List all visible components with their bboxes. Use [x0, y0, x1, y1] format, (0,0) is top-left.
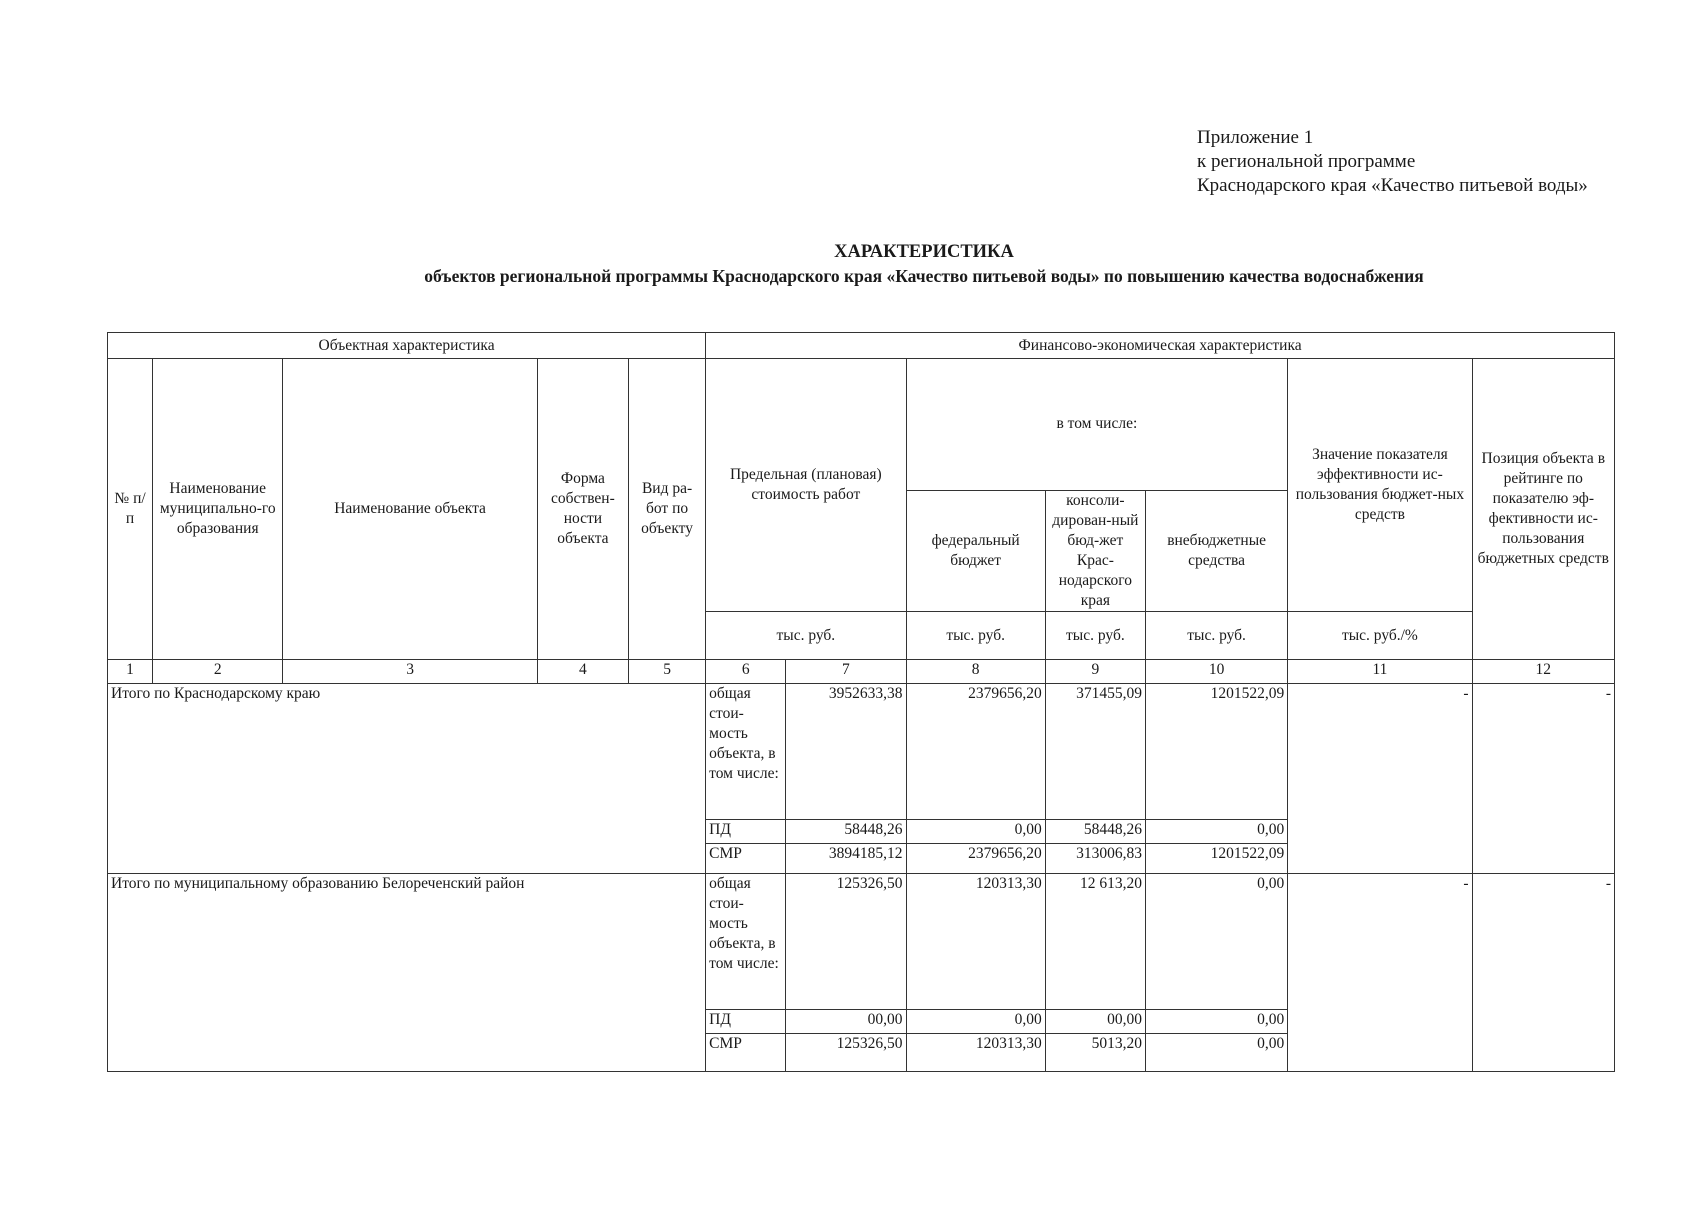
column-number: 7 — [786, 660, 906, 684]
total-extrabudget-value: 0,00 — [1145, 874, 1287, 1010]
pd-cost-value: 58448,26 — [786, 820, 906, 844]
total-extrabudget-value: 1201522,09 — [1145, 684, 1287, 820]
column-number: 10 — [1145, 660, 1287, 684]
smr-extrabudget-value: 0,00 — [1145, 1034, 1287, 1072]
document-subtitle: объектов региональной программы Краснодарского края «Качество питьевой воды» по повышению качества водоснабжения — [424, 266, 1424, 286]
smr-cost-value: 125326,50 — [786, 1034, 906, 1072]
smr-extrabudget-value: 1201522,09 — [1145, 844, 1287, 874]
pd-consolidated-value: 58448,26 — [1045, 820, 1145, 844]
column-number: 4 — [537, 660, 628, 684]
rating-value: - — [1472, 874, 1614, 1072]
col-header-consolidated: консоли-дирован-ный бюд-жет Крас-нодарского края — [1045, 491, 1145, 612]
col-header-rating: Позиция объекта в рейтинге по показателю эф-фективности ис-пользования бюджетных средств — [1472, 359, 1614, 660]
smr-federal-value: 120313,30 — [906, 1034, 1045, 1072]
total-consolidated-value: 12 613,20 — [1045, 874, 1145, 1010]
column-number: 3 — [283, 660, 537, 684]
col-header-federal: федеральный бюджет — [906, 491, 1045, 612]
appendix-line-2: к региональной программе — [1197, 151, 1416, 172]
column-number: 2 — [153, 660, 283, 684]
total-federal-value: 2379656,20 — [906, 684, 1045, 820]
total-federal-value: 120313,30 — [906, 874, 1045, 1010]
column-number: 9 — [1045, 660, 1145, 684]
pd-cost-value: 00,00 — [786, 1010, 906, 1034]
appendix-line-3: Краснодарского края «Качество питьевой воды» — [1197, 175, 1588, 196]
total-cost-value: 125326,50 — [786, 874, 906, 1010]
col-header-including: в том числе: — [906, 359, 1288, 491]
total-cost-value: 3952633,38 — [786, 684, 906, 820]
characteristics-table — [107, 332, 1615, 1072]
unit-cost: тыс. руб. — [706, 612, 906, 660]
col-header-num: № п/п — [108, 359, 153, 660]
pd-label: ПД — [706, 820, 786, 844]
column-number: 8 — [906, 660, 1045, 684]
col-header-object: Наименование объекта — [283, 359, 537, 660]
efficiency-value: - — [1288, 684, 1472, 874]
unit-efficiency: тыс. руб./% — [1288, 612, 1472, 660]
col-header-municipality: Наименование муниципально-го образования — [153, 359, 283, 660]
efficiency-value: - — [1288, 874, 1472, 1072]
unit-consolidated: тыс. руб. — [1045, 612, 1145, 660]
pd-federal-value: 0,00 — [906, 1010, 1045, 1034]
column-number: 11 — [1288, 660, 1472, 684]
smr-consolidated-value: 5013,20 — [1045, 1034, 1145, 1072]
column-number: 5 — [628, 660, 705, 684]
pd-label: ПД — [706, 1010, 786, 1034]
object-characteristic-header: Объектная характеристика — [108, 333, 706, 359]
section-label: Итого по Краснодарскому краю — [108, 684, 706, 874]
total-cost-label: общая стои-мость объекта, в том числе: — [706, 684, 786, 820]
column-number: 6 — [706, 660, 786, 684]
col-header-work-type: Вид ра-бот по объекту — [628, 359, 705, 660]
pd-federal-value: 0,00 — [906, 820, 1045, 844]
total-consolidated-value: 371455,09 — [1045, 684, 1145, 820]
column-number: 1 — [108, 660, 153, 684]
col-header-extrabudget: внебюджетные средства — [1145, 491, 1287, 612]
smr-cost-value: 3894185,12 — [786, 844, 906, 874]
pd-consolidated-value: 00,00 — [1045, 1010, 1145, 1034]
smr-consolidated-value: 313006,83 — [1045, 844, 1145, 874]
unit-extrabudget: тыс. руб. — [1145, 612, 1287, 660]
unit-federal: тыс. руб. — [906, 612, 1045, 660]
pd-extrabudget-value: 0,00 — [1145, 820, 1287, 844]
total-cost-label: общая стои-мость объекта, в том числе: — [706, 874, 786, 1010]
appendix-note — [1197, 126, 1588, 198]
rating-value: - — [1472, 684, 1614, 874]
column-number: 12 — [1472, 660, 1614, 684]
appendix-line-1: Приложение 1 — [1197, 127, 1314, 148]
finance-characteristic-header: Финансово-экономическая характеристика — [706, 333, 1615, 359]
smr-federal-value: 2379656,20 — [906, 844, 1045, 874]
smr-label: СМР — [706, 844, 786, 874]
col-header-cost: Предельная (плановая) стоимость работ — [706, 359, 906, 612]
smr-label: СМР — [706, 1034, 786, 1072]
col-header-ownership: Форма собствен-ности объекта — [537, 359, 628, 660]
col-header-efficiency: Значение показателя эффективности ис-пользования бюджет-ных средств — [1288, 359, 1472, 612]
document-title: ХАРАКТЕРИСТИКА — [834, 242, 1014, 262]
section-label: Итого по муниципальному образованию Белореченский район — [108, 874, 706, 1072]
pd-extrabudget-value: 0,00 — [1145, 1010, 1287, 1034]
